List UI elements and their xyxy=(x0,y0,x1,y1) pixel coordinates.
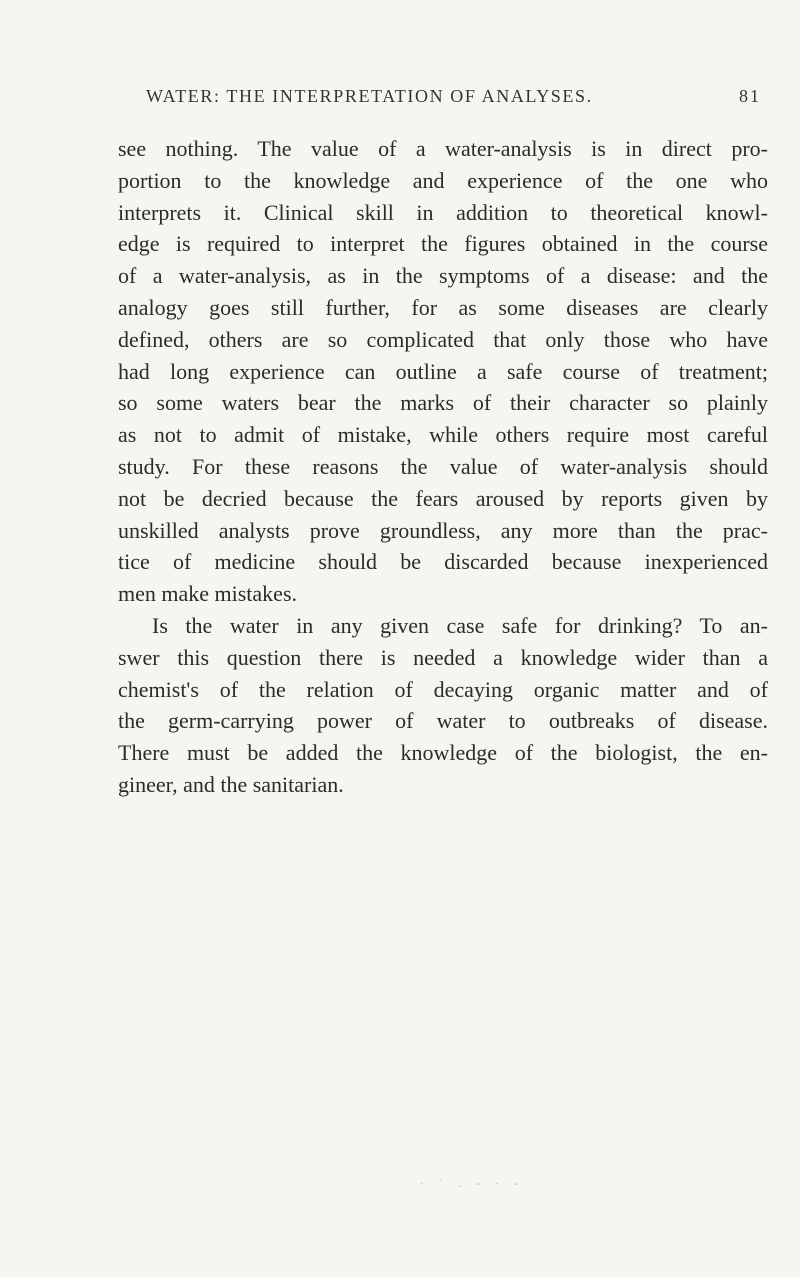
text-line: study. For these reasons the value of water-analysis should xyxy=(118,453,768,479)
text-line: swer this question there is needed a knowledge wider than a xyxy=(118,644,768,670)
running-head xyxy=(146,86,761,110)
text-line: gineer, and the sanitarian. xyxy=(118,771,344,797)
text-line: chemist's of the relation of decaying organic matter and of xyxy=(118,676,768,702)
text-line: not be decried because the fears aroused by reports given by xyxy=(118,485,768,511)
text-line: the germ-carrying power of water to outbreaks of disease. xyxy=(118,708,768,734)
text-line: interprets it. Clinical skill in addition to theoretical knowl- xyxy=(118,199,768,225)
text-line: of a water-analysis, as in the symptoms of a disease: and the xyxy=(118,263,768,289)
running-head-title: WATER: THE INTERPRETATION OF ANALYSES. xyxy=(146,86,593,106)
text-line: defined, others are so complicated that only those who have xyxy=(118,326,768,352)
paragraph-1 xyxy=(118,133,768,610)
paragraph-2 xyxy=(118,610,768,801)
text-line: edge is required to interpret the figures obtained in the course xyxy=(118,231,768,257)
text-line: Is the water in any given case safe for drinking? To an- xyxy=(152,612,768,638)
text-line: men make mistakes. xyxy=(118,581,298,607)
text-line: so some waters bear the marks of their character so plainly xyxy=(118,390,768,416)
body-text xyxy=(118,133,768,801)
text-line: There must be added the knowledge of the biologist, the en- xyxy=(118,740,768,766)
text-line: see nothing. The value of a water-analysis is in direct pro- xyxy=(118,136,768,161)
text-line: had long experience can outline a safe course of treatment; xyxy=(118,358,768,384)
text-line: portion to the knowledge and experience of the one who xyxy=(118,167,768,193)
page-number: 81 xyxy=(739,86,761,106)
text-line: tice of medicine should be discarded because inexperienced xyxy=(118,549,768,575)
scan-specks: · ˙ . - · - xyxy=(420,1176,524,1190)
text-line: analogy goes still further, for as some diseases are clearly xyxy=(118,294,768,320)
text-line: unskilled analysts prove groundless, any more than the prac- xyxy=(118,517,768,543)
text-line: as not to admit of mistake, while others require most careful xyxy=(118,422,768,448)
